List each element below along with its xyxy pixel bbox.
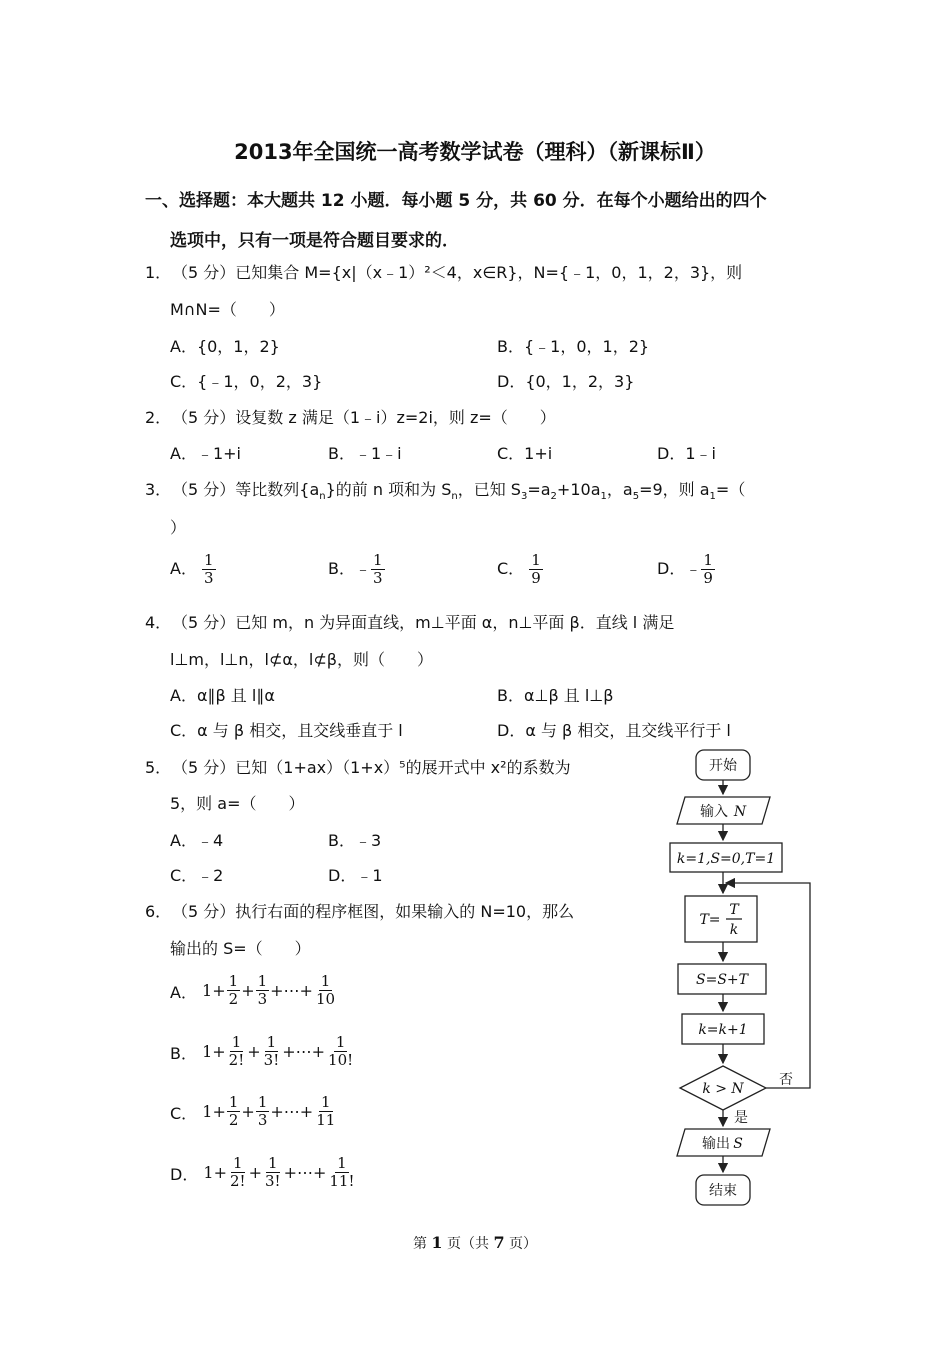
program-flowchart [660,745,820,1215]
q3-text-f: ，a [606,480,633,499]
lead-term: 1+ [202,981,226,1000]
q2-option-c: C．1+i [497,444,553,463]
q3-text-d: =a [527,480,551,499]
q3-option-a-fraction [202,552,216,587]
q3-option-c [497,552,543,587]
q3-text-a: （5 分）等比数列{a [172,480,320,499]
flow-t-numerator: T [729,902,739,918]
q2-option-d: D．1﹣i [657,444,716,463]
q3-sub-2: 2 [550,491,557,503]
fraction [327,1155,356,1190]
minus-sign: ﹣ [685,559,702,578]
q5-number: 5． [145,758,172,777]
q3-option-d [657,552,715,587]
denominator: 3 [204,569,214,587]
denominator: 3 [373,569,383,587]
q2-number: 2． [145,408,172,427]
ellipsis: +⋯+ [282,1042,326,1061]
q3-sub-n2: n [451,491,458,503]
flow-start-label: 开始 [709,758,737,774]
q3-number: 3． [145,480,172,499]
denominator: 11 [316,1111,336,1129]
q6-option-d-label: D． [170,1165,199,1184]
q3-text-g: =9，则 a [639,480,710,499]
q3-option-c-fraction [529,552,543,587]
footer-text-1: 第 [412,1236,432,1252]
q3-option-a [170,552,216,587]
denominator: 2 [228,1111,239,1129]
numerator: 1 [337,1154,347,1172]
fraction [263,1155,283,1190]
lead-term: 1+ [202,1042,226,1061]
q3-option-b-label: B． [328,559,355,578]
denominator: 10! [328,1051,354,1069]
q6-option-c-expression [202,1094,337,1129]
fraction [228,1155,248,1190]
q3-option-b-fraction [371,552,385,587]
q3-sub-1: 1 [600,491,607,503]
q3-option-d-label: D． [657,559,686,578]
q2-stem: （5 分）设复数 z 满足（1﹣i）z=2i，则 z=（ ） [172,408,556,427]
fraction [314,973,337,1008]
q4-option-d: D．α 与 β 相交，且交线平行于 l [497,721,731,740]
numerator: 1 [268,1154,278,1172]
footer-text-3: 页） [504,1236,538,1252]
q3-sub-5: 5 [632,491,640,503]
q1-stem-line2: M∩N=（ ） [170,300,285,319]
denominator: 3! [265,1172,281,1190]
q6-option-b-label: B． [170,1044,197,1063]
section-heading-line2: 选项中，只有一项是符合题目要求的． [170,231,459,251]
q4-option-c: C．α 与 β 相交，且交线垂直于 l [170,721,403,740]
q4-option-a: A．α∥β 且 l∥α [170,686,275,705]
denominator: 2! [228,1051,245,1069]
flow-output-var: S [733,1136,743,1152]
q3-option-b [328,552,385,587]
ellipsis: +⋯+ [270,981,313,1000]
q6-option-d [170,1155,357,1190]
footer-total-pages: 7 [493,1233,505,1252]
footer-page-number: 1 [431,1233,443,1252]
denominator: 10 [315,990,336,1008]
flow-t-eq-label: T= [699,912,721,928]
q6-option-b-expression [202,1034,355,1069]
fraction [314,1094,337,1129]
lead-term: 1+ [203,1163,228,1182]
q1-option-b: B．{﹣1，0，1，2} [497,337,650,356]
page-footer [0,1233,950,1253]
flow-input-label: 输入 [700,804,728,820]
denominator: 3! [263,1051,280,1069]
numerator: 1 [228,972,239,990]
numerator: 1 [233,1154,243,1172]
q6-number: 6． [145,902,172,921]
q3-sub-3: 3 [520,491,528,503]
q6-option-a-expression [202,973,337,1008]
fraction [227,1094,241,1129]
q3-option-a-label: A． [170,559,197,578]
lead-term: 1+ [202,1102,226,1121]
numerator: 1 [703,551,713,569]
minus-sign: ﹣ [354,559,371,578]
footer-text-2: 页（共 [442,1236,494,1252]
plus-sign: + [241,1102,255,1121]
q6-option-c-label: C． [170,1104,198,1123]
flow-yes-label: 是 [734,1110,748,1126]
denominator: 3 [257,990,268,1008]
q2-option-a: A．﹣1+i [170,444,241,463]
q1-option-c: C．{﹣1，0，2，3} [170,372,323,391]
q3-text-b: }的前 n 项和为 S [325,480,452,499]
numerator: 1 [373,551,383,569]
flow-t-update-node [685,896,757,942]
q6-option-d-expression [203,1155,356,1190]
q1-number: 1． [145,263,172,282]
q1-option-a: A．{0，1，2} [170,337,280,356]
q6-option-c [170,1094,337,1129]
q3-option-d-fraction [701,552,715,587]
fraction [262,1034,282,1069]
q3-text-c: ，已知 S [457,480,521,499]
numerator: 1 [204,551,214,569]
q4-stem-line2: l⊥m，l⊥n，l⊄α，l⊄β，则（ ） [170,650,433,669]
flow-end-label: 结束 [709,1183,737,1199]
q4-stem-line1: （5 分）已知 m，n 为异面直线，m⊥平面 α，n⊥平面 β．直线 l 满足 [172,613,675,632]
q3-stem-line2: ） [170,518,187,537]
plus-sign: + [241,981,255,1000]
fraction [227,1034,247,1069]
section-heading-line1: 一、选择题：本大题共 12 小题．每小题 5 分，共 60 分．在每个小题给出的四个 [145,191,767,211]
q2-option-b: B．﹣1﹣i [328,444,402,463]
q5-stem-line2: 5，则 a=（ ） [170,794,305,813]
fraction [256,1094,270,1129]
q6-option-a-label: A． [170,983,197,1002]
q4-number: 4． [145,613,172,632]
flow-output-label: 输出 [702,1136,730,1152]
q3-sub-1b: 1 [709,491,716,503]
numerator: 1 [320,972,331,990]
q5-option-c: C．﹣2 [170,866,224,885]
numerator: 1 [257,1093,268,1111]
q5-option-d: D．﹣1 [328,866,383,885]
fraction [256,973,270,1008]
flow-s-update-label: S=S+T [696,972,748,988]
numerator: 1 [228,1093,239,1111]
denominator: 9 [703,569,713,587]
flow-t-denominator: k [729,922,739,938]
q5-option-b: B．﹣3 [328,831,382,850]
numerator: 1 [335,1033,346,1051]
q1-option-d: D．{0，1，2，3} [497,372,635,391]
q4-option-b: B．α⊥β 且 l⊥β [497,686,614,705]
flow-no-label: 否 [779,1072,793,1088]
flow-k-update-label: k=k+1 [698,1022,748,1038]
denominator: 11! [329,1172,355,1190]
flow-input-var: N [733,804,747,820]
plus-sign: + [247,1042,261,1061]
fraction [227,973,241,1008]
page-title: 2013年全国统一高考数学试卷（理科）（新课标Ⅱ） [234,140,716,164]
numerator: 1 [231,1033,242,1051]
q6-stem-line1: （5 分）执行右面的程序框图，如果输入的 N=10，那么 [172,902,575,921]
q1-stem-line1: （5 分）已知集合 M={x|（x﹣1）²＜4，x∈R}，N={﹣1，0，1，2，3}，则 [172,263,743,282]
denominator: 2! [230,1172,246,1190]
denominator: 2 [228,990,239,1008]
numerator: 1 [531,551,541,569]
q5-option-a: A．﹣4 [170,831,224,850]
numerator: 1 [320,1093,331,1111]
q3-text-h: =（ [715,480,746,499]
q3-stem-line1 [172,477,745,502]
denominator: 9 [531,569,541,587]
q6-stem-line2: 输出的 S=（ ） [170,939,311,958]
ellipsis: +⋯+ [283,1163,327,1182]
fraction [326,1034,355,1069]
numerator: 1 [266,1033,277,1051]
q6-option-b [170,1034,355,1069]
denominator: 3 [257,1111,268,1129]
ellipsis: +⋯+ [270,1102,314,1121]
q3-text-e: +10a [556,480,601,499]
numerator: 1 [257,972,268,990]
flow-decision-label: k > N [702,1081,744,1097]
q5-stem-line1: （5 分）已知（1+ax）（1+x）⁵的展开式中 x²的系数为 [172,758,571,777]
flow-init-label: k=1,S=0,T=1 [676,851,776,867]
q6-option-a [170,973,337,1008]
q3-sub-n: n [319,491,326,503]
plus-sign: + [248,1163,262,1182]
q3-option-c-label: C． [497,559,525,578]
